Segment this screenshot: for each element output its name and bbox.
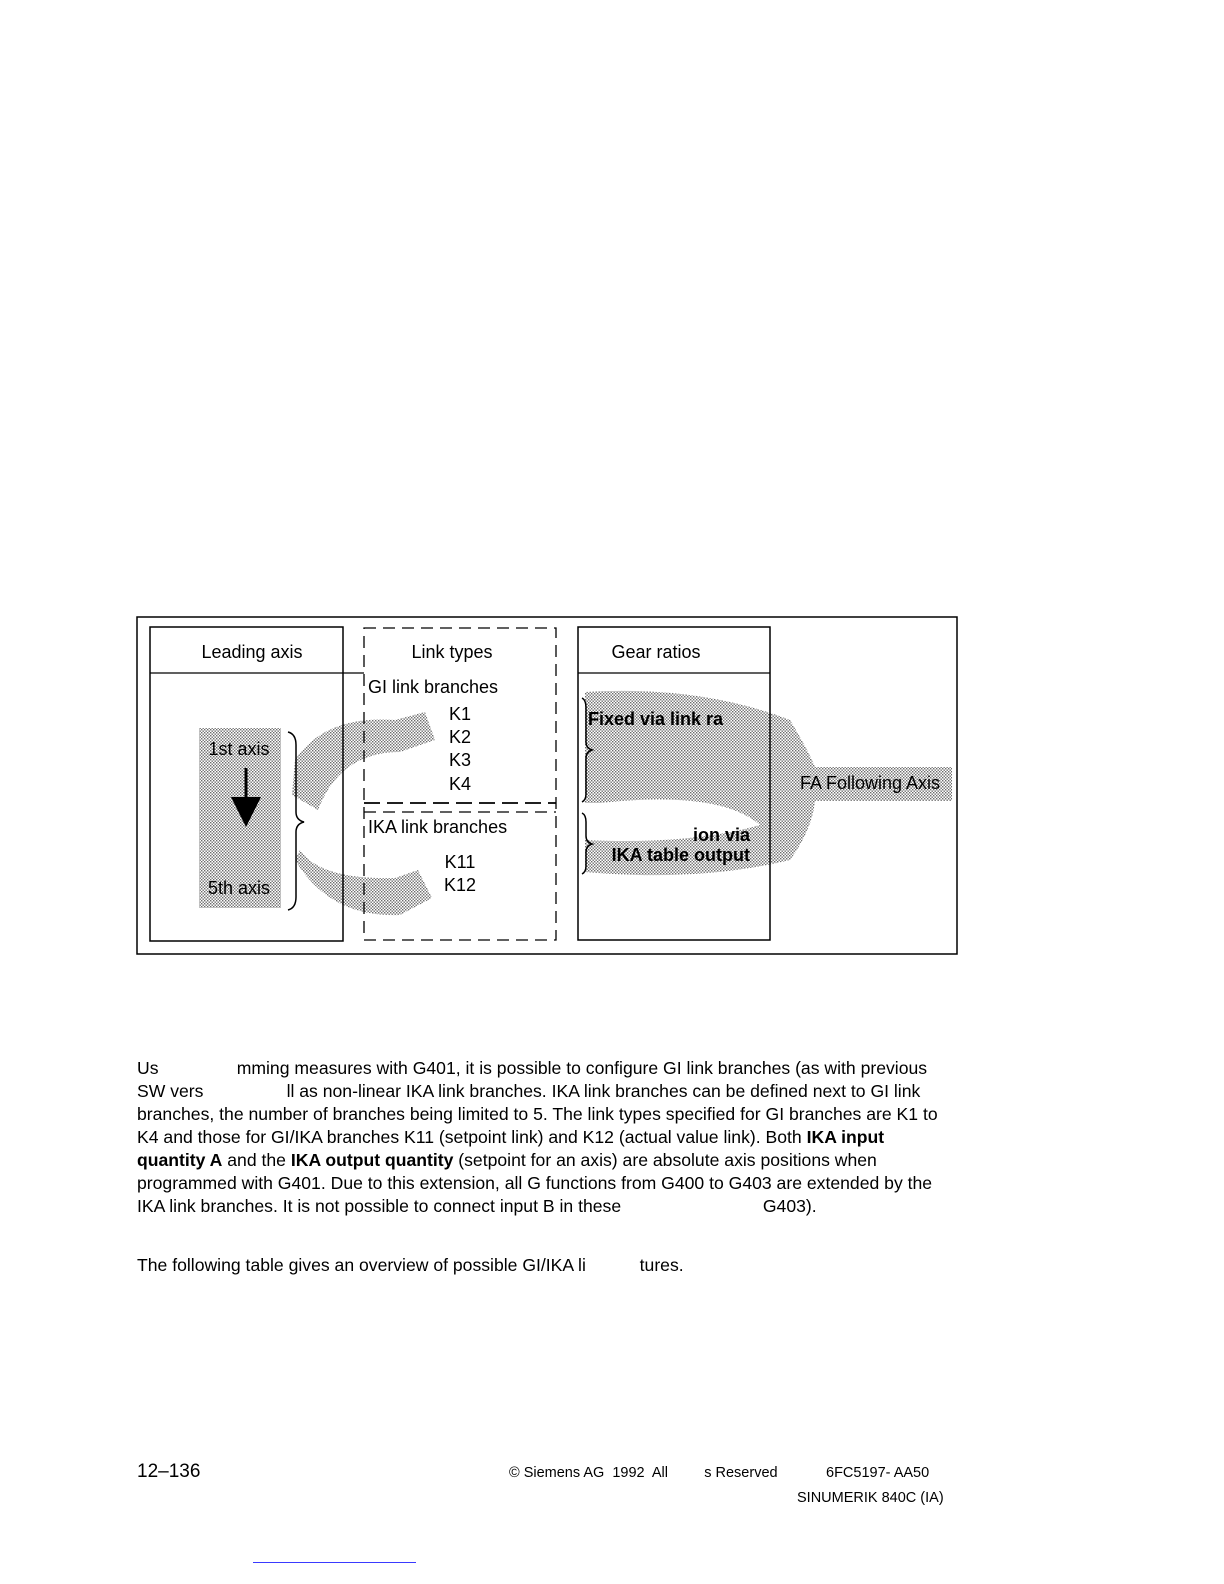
ika-label-line2: IKA table output — [611, 845, 750, 865]
header-gear-ratios: Gear ratios — [611, 642, 701, 662]
ika-link-k11: K11 — [444, 852, 476, 872]
header-link-types: Link types — [411, 642, 493, 662]
ika-label-line1: ion via — [692, 825, 750, 845]
text-run: and the — [222, 1150, 291, 1170]
copyright-text: © Siemens AG 1992 All s Reserved — [509, 1465, 778, 1481]
page-number: 12–136 — [137, 1461, 201, 1482]
order-number: 6FC5197- AA50 — [826, 1465, 930, 1481]
flow-bands — [199, 691, 952, 915]
text-run: (setpoint for an axis) are absolute axis positions when programmed with G401. Due to this extension, all G functions from G400 to G403 are extended by the IKA link branches. It is not possible to connect input B in these G403). — [137, 1150, 937, 1216]
header-leading-axis: Leading axis — [201, 642, 303, 662]
ika-section-label: IKA link branches — [368, 817, 508, 837]
paragraph-1 — [137, 1057, 957, 1218]
gi-link-k3: K3 — [448, 750, 472, 770]
following-axis-label: FA Following Axis — [799, 773, 941, 793]
gi-link-k2: K2 — [448, 727, 472, 747]
axis-top-label: 1st axis — [208, 739, 270, 759]
fixed-label: Fixed via link ra — [588, 709, 724, 729]
link-underline — [253, 1562, 416, 1563]
gi-link-k1: K1 — [448, 704, 472, 724]
bold-term: IKA output quantity — [290, 1150, 454, 1170]
axis-bottom-label: 5th axis — [207, 878, 271, 898]
gi-section-label: GI link branches — [368, 677, 499, 697]
text-run: Us mming measures with G401, it is possible to configure GI link branches (as with previous SW vers ll as non-linear IKA link branches. IKA link branches can be defined next to GI link branches, the number of branches being limited to 5. The link types specified for GI branches are K1 to K4 and those for GI/IKA branches K11 (setpoint link) and K12 (actual value link). Both — [137, 1058, 943, 1147]
ika-link-k12: K12 — [443, 875, 477, 895]
bold-term: IKA input quantity A — [137, 1127, 890, 1170]
product-name: SINUMERIK 840C (IA) — [797, 1490, 944, 1506]
gi-link-k4: K4 — [448, 774, 472, 794]
paragraph-2: The following table gives an overview of possible GI/IKA li tures. — [137, 1255, 684, 1275]
